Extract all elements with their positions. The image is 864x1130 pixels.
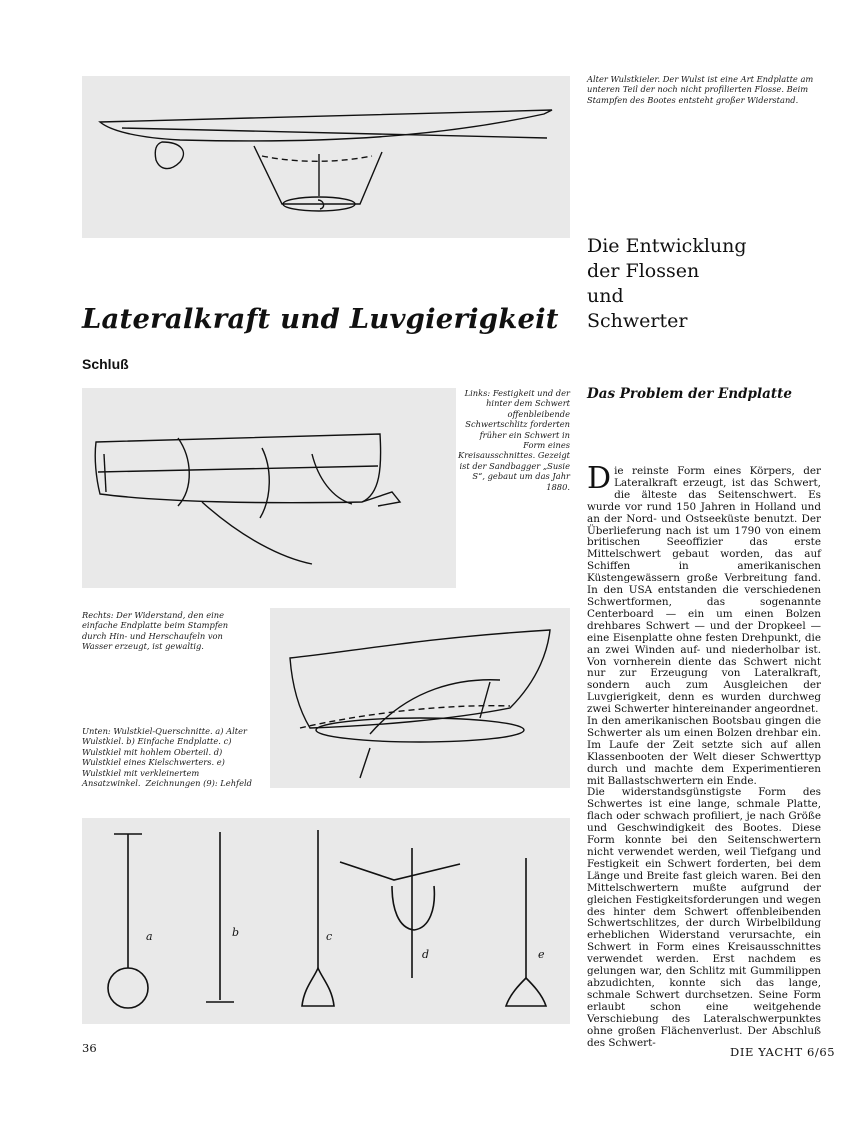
section-label-c: c (326, 930, 333, 943)
section-label-b: b (232, 926, 240, 939)
page-number: 36 (82, 1041, 97, 1055)
article-heading-line-1: Die Entwicklung (587, 235, 747, 257)
article-heading-line-3: und (587, 285, 624, 307)
figure-keel-sections (82, 818, 570, 1024)
keel-sections-drawing (82, 818, 570, 1024)
article-paragraph-3: Die widerstandsgünstigste Form des Schwertes ist eine lange, schmale Platte, flach oder schwach profiliert, je nach Größe und Geschwindigkeit des Bootes. Diese Form konnte bei den Seitenschwertern nicht verwendet werden, weil Tiefgang und Festigkeit ein Schwert forderten, bei dem Länge und Breite fast gleich waren. Bei den Mittelschwertern mußte aufgrund der gleichen Festigkeitsforderungen und wegen des hinter dem Schwert offenbleibenden Schwertschlitzes, der durch Wirbelbildung erheblichen Widerstand verursachte, ein Schwert in Form eines Kreisausschnittes verwendet werden. Erst nachdem es gelungen war, den Schlitz mit Gummilippen abzudichten, konnte sich das lange, schmale Schwert durchsetzen. Seine Form erlaubt schon eine weitgehende Verschiebung des Lateralschwerpunktes ohne großen Flächenverlust. Der Abschluß des Schwert- (587, 786, 821, 1049)
figure-credit: Zeichnungen (9): Lehfeld (145, 778, 252, 788)
figure-caption-top: Alter Wulstkieler. Der Wulst ist eine Art Endplatte am unteren Teil der noch nicht profilierten Flosse. Beim Stampfen des Bootes entsteht großer Widerstand. (587, 74, 814, 105)
section-label-e: e (538, 948, 545, 961)
figure-endplate (270, 608, 570, 788)
section-heading: Das Problem der Endplatte (587, 386, 792, 402)
article-body (587, 461, 821, 1049)
figure-bulb-keeler (82, 76, 570, 238)
page-subtitle: Schluß (82, 356, 129, 372)
section-label-d: d (422, 948, 430, 961)
article-paragraph-1-text: ie reinste Form eines Körpers, der Lateralkraft erzeugt, ist das Schwert, die älteste das Seitenschwert. Es wurde vor rund 150 Jahren in Holland und an der Nord- und Ostseeküste benutzt. Der Überlieferung nach ist um 1790 von einem britischen Seeoffizier das erste Mittelschwert gebaut worden, das auf Schiffen in amerikanischen Küstengewässern große Verbreitung fand. In den USA entstanden die verschiedenen Schwertformen, das sogenannte Centerboard — ein um einen Bolzen drehbares Schwert — und der Dropkeel — eine Eisenplatte ohne festen Drehpunkt, die an zwei Winden auf- und niederholbar ist. Von vornherein diente das Schwert nicht nur zur Erzeugung von Lateralkraft, sondern auch zum Ausgleichen der Luvgierigkeit, denn es wurden durchweg zwei Schwerter hintereinander angeordnet. (587, 465, 821, 716)
article-heading (587, 234, 807, 334)
bulb-keeler-drawing (82, 76, 570, 238)
sandbagger-drawing (82, 388, 456, 588)
figure-caption-bottom: Unten: Wulstkiel-Querschnitte. a) Alter Wulstkiel. b) Einfache Endplatte. c) Wulstkiel mit hohlem Oberteil. d) Wulstkiel eines Kielschwerters. e) Wulstkiel mit verkleinertem Ansatzwinkel. (82, 726, 247, 789)
section-label-a: a (146, 930, 153, 943)
figure-caption-left: Links: Festigkeit und der hinter dem Schwert offenbleibende Schwertschlitz forderten früher ein Schwert in Form eines Kreisausschnittes. Gezeigt ist der Sandbagger „Susie S“, gebaut um das Jahr 1880. (458, 388, 571, 492)
article-heading-line-4: Schwerter (587, 310, 688, 332)
article-paragraph-1 (587, 461, 821, 716)
endplate-drawing (270, 608, 570, 788)
figure-sandbagger (82, 388, 456, 588)
page-title: Lateralkraft und Luvgierigkeit (82, 303, 559, 335)
article-paragraph-2: In den amerikanischen Bootsbau gingen die Schwerter als um einen Bolzen drehbar ein. Im Laufe der Zeit setzte sich auf allen Klassenbooten der Welt dieser Schwerttyp durch und machte dem Experimentieren mit Ballastschwertern ein Ende. (587, 715, 821, 787)
magazine-issue: DIE YACHT 6/65 (730, 1045, 836, 1059)
article-heading-line-2: der Flossen (587, 260, 700, 282)
drop-cap: D (587, 461, 612, 496)
figure-caption-right: Rechts: Der Widerstand, den eine einfache Endplatte beim Stampfen durch Hin- und Herschaufeln von Wasser erzeugt, ist gewaltig. (82, 610, 229, 652)
